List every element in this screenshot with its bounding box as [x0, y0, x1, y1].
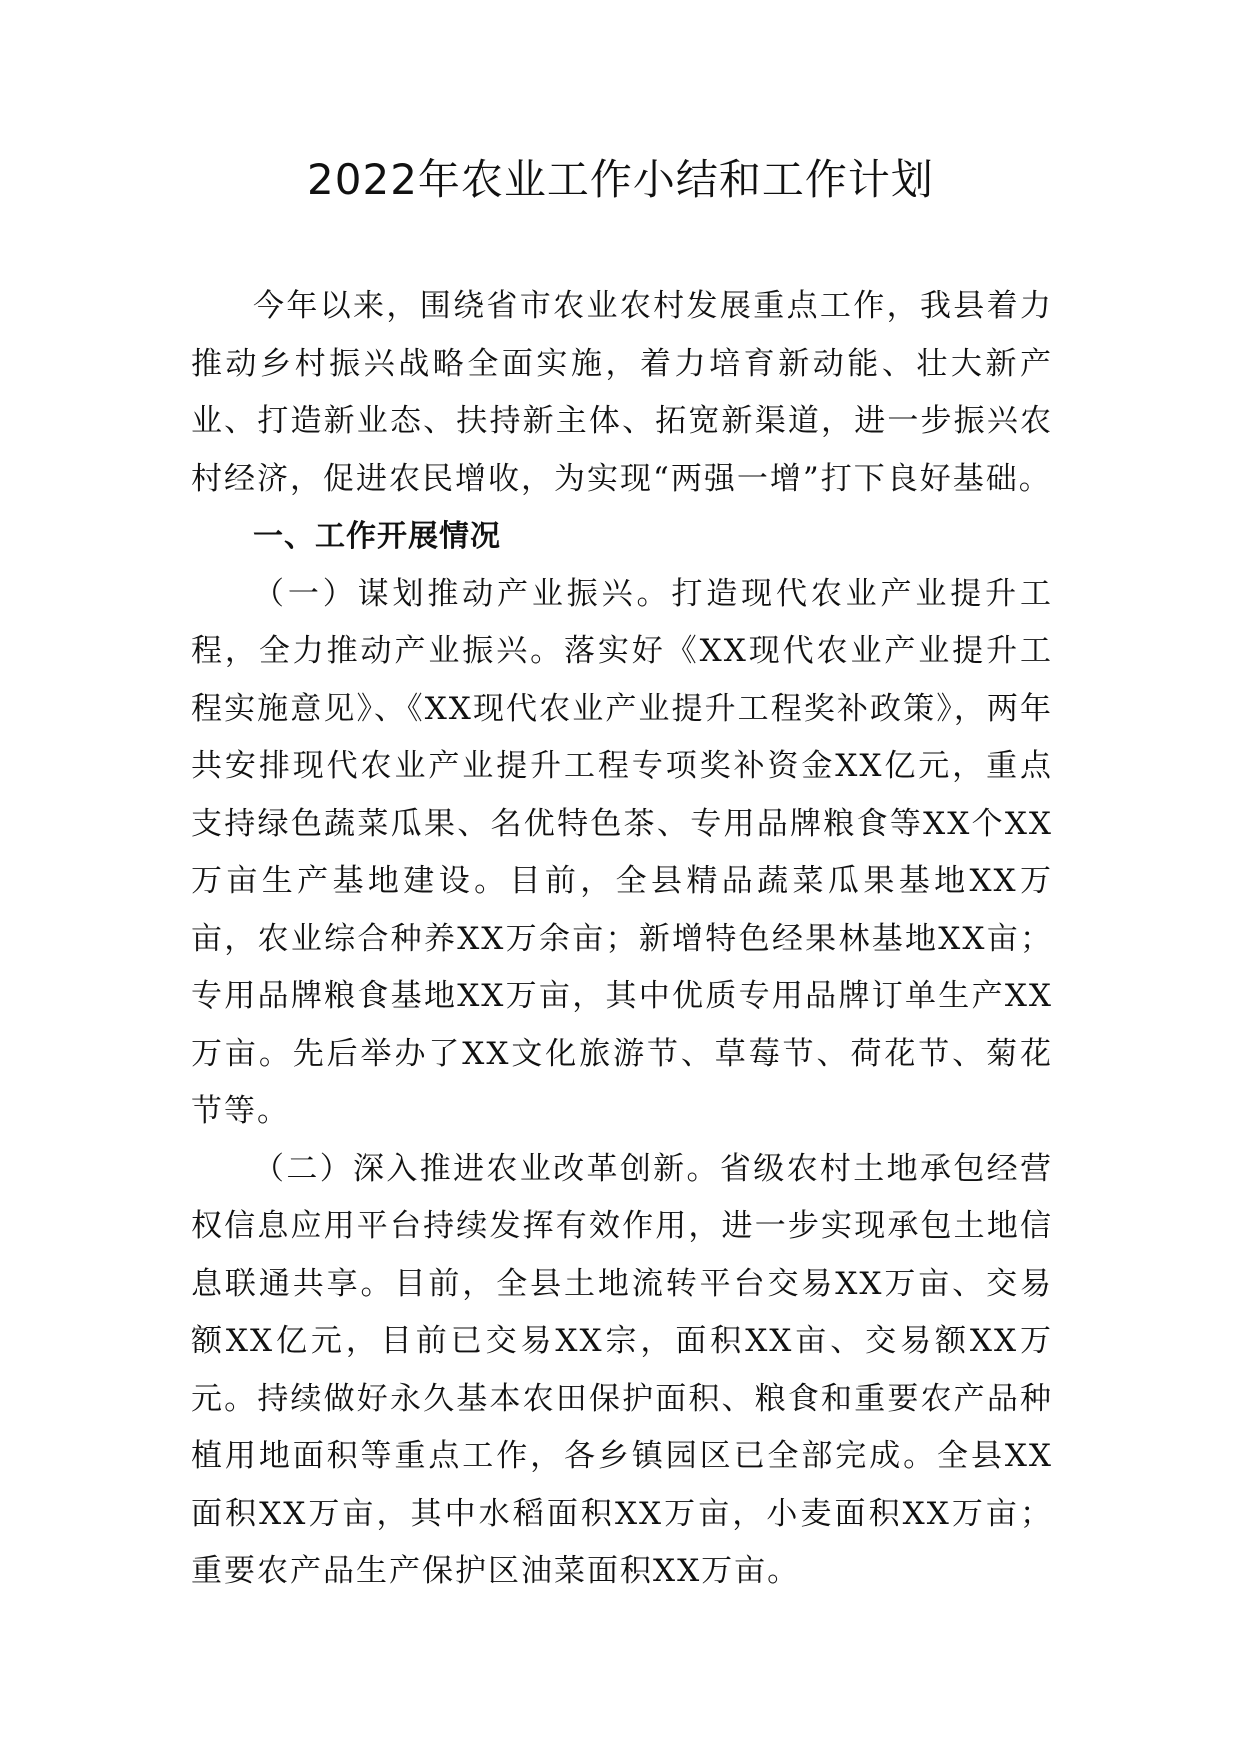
paragraph-agricultural-reform: （二）深入推进农业改革创新。省级农村土地承包经营权信息应用平台持续发挥有效作用，进一步实现承包土地信息联通共享。目前，全县土地流转平台交易XX万亩、交易额XX亿元，目前已交易XX宗，面积XX亩、交易额XX万元。持续做好永久基本农田保护面积、粮食和重要农产品种植用地面积等重点工作，各乡镇园区已全部完成。全县XX面积XX万亩，其中水稻面积XX万亩，小麦面积XX万亩；重要农产品生产保护区油菜面积XX万亩。 — [191, 1150, 1053, 1589]
document-title: 2022年农业工作小结和工作计划 — [307, 155, 934, 204]
section-heading: 一、工作开展情况 — [253, 519, 501, 554]
paragraph-industry-revitalization: （一）谋划推动产业振兴。打造现代农业产业提升工程，全力推动产业振兴。落实好《XX现代农业产业提升工程实施意见》、《XX现代农业产业提升工程奖补政策》，两年共安排现代农业产业提升工程专项奖补资金XX亿元，重点支持绿色蔬菜瓜果、名优特色茶、专用品牌粮食等XX个XX万亩生产基地建设。目前，全县精品蔬菜瓜果基地XX万亩，农业综合种养XX万余亩；新增特色经果林基地XX亩；专用品牌粮食基地XX万亩，其中优质专用品牌订单生产XX万亩。先后举办了XX文化旅游节、草莓节、荷花节、菊花节等。 — [191, 575, 1053, 1129]
intro-paragraph: 今年以来，围绕省市农业农村发展重点工作，我县着力推动乡村振兴战略全面实施，着力培育新动能、壮大新产业、打造新业态、扶持新主体、拓宽新渠道，进一步振兴农村经济，促进农民增收，为实现“两强一增”打下良好基础。 — [191, 288, 1053, 497]
document-body — [191, 278, 1053, 1601]
